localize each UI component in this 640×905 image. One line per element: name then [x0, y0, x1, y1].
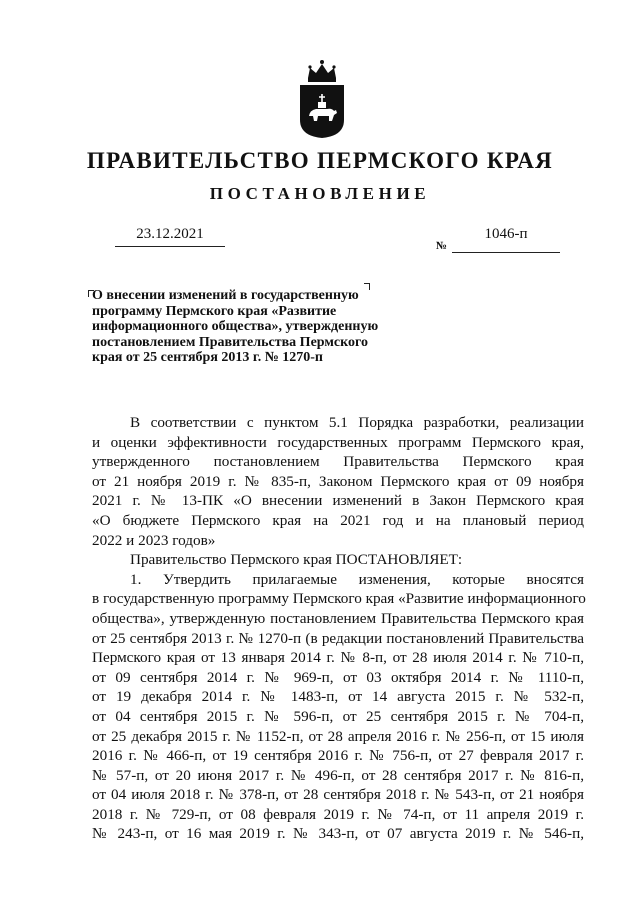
body-line: от 09 сентября 2014 г. № 969-п, от 03 октября 2014 г. № 1110-п,: [92, 668, 584, 686]
perm-krai-coat-of-arms-icon: [296, 58, 348, 140]
body-line: и оценки эффективности государственных программ Пермского края,: [92, 433, 584, 451]
number-sign: №: [436, 240, 448, 252]
document-type: ПОСТАНОВЛЕНИЕ: [209, 184, 431, 203]
body-line: от 25 сентября 2013 г. № 1270-п (в редакции постановлений Правительства: [92, 629, 584, 647]
body-line: в государственную программу Пермского края «Развитие информационного: [92, 590, 586, 608]
body-line: В соответствии с пунктом 5.1 Порядка разработки, реализации: [130, 414, 584, 431]
body-line: от 21 ноября 2019 г. № 835-п, Законом Пермского края от 09 ноября: [92, 472, 584, 490]
date-underline: [115, 246, 225, 247]
body-line: 1. Утвердить прилагаемые изменения, которые вносятся: [130, 570, 584, 588]
body-line: 2022 и 2023 годов»: [92, 531, 216, 549]
body-line: «О бюджете Пермского края на 2021 год и на плановый период: [92, 511, 584, 529]
body-line: от 25 декабря 2015 г. № 1152-п, от 28 апреля 2016 г. № 256-п, от 15 июля: [92, 727, 584, 745]
body-line: утвержденного постановлением Правительства Пермского края: [92, 453, 584, 471]
body-line: от 04 сентября 2015 г. № 596-п, от 25 сентября 2015 г. № 704-п,: [92, 707, 584, 725]
document-number: 1046-п: [484, 226, 528, 242]
subject-line: О внесении изменений в государственную: [92, 288, 359, 303]
body-line: 2016 г. № 466-п, от 19 сентября 2016 г. № 756-п, от 27 февраля 2017 г.: [92, 747, 584, 765]
document-body: [92, 413, 584, 844]
subject-line: края от 25 сентября 2013 г. № 1270-п: [92, 350, 323, 365]
number-underline: [452, 252, 560, 253]
body-line: от 04 июля 2018 г. № 378-п, от 28 сентября 2018 г. № 543-п, от 21 ноября: [92, 786, 584, 804]
government-title: ПРАВИТЕЛЬСТВО ПЕРМСКОГО КРАЯ: [86, 148, 554, 173]
body-line: 2021 г. № 13-ПК «О внесении изменений в Закон Пермского края: [92, 492, 584, 510]
resolves-line: Правительство Пермского края ПОСТАНОВЛЯЕТ:: [130, 551, 463, 569]
body-line: от 19 декабря 2014 г. № 1483-п, от 14 августа 2015 г. № 532-п,: [92, 688, 584, 706]
body-line: № 243-п, от 16 мая 2019 г. № 343-п, от 07 августа 2019 г. № 546-п,: [92, 825, 584, 843]
body-line: Пермского края от 13 января 2014 г. № 8-п, от 28 июля 2014 г. № 710-п,: [92, 649, 584, 667]
body-line: № 57-п, от 20 июня 2017 г. № 496-п, от 28 сентября 2017 г. № 816-п,: [92, 766, 584, 784]
subject-line: информационного общества», утвержденную: [92, 319, 379, 334]
subject-line: программу Пермского края «Развитие: [92, 303, 337, 319]
subject-line: постановлением Правительства Пермского: [92, 334, 368, 350]
document-subject: [92, 288, 422, 366]
body-line: общества», утвержденную постановлением Правительства Пермского края: [92, 609, 584, 627]
document-date: 23.12.2021: [136, 226, 204, 242]
body-line: 2018 г. № 729-п, от 08 февраля 2019 г. № 74-п, от 11 апреля 2019 г.: [92, 805, 584, 823]
